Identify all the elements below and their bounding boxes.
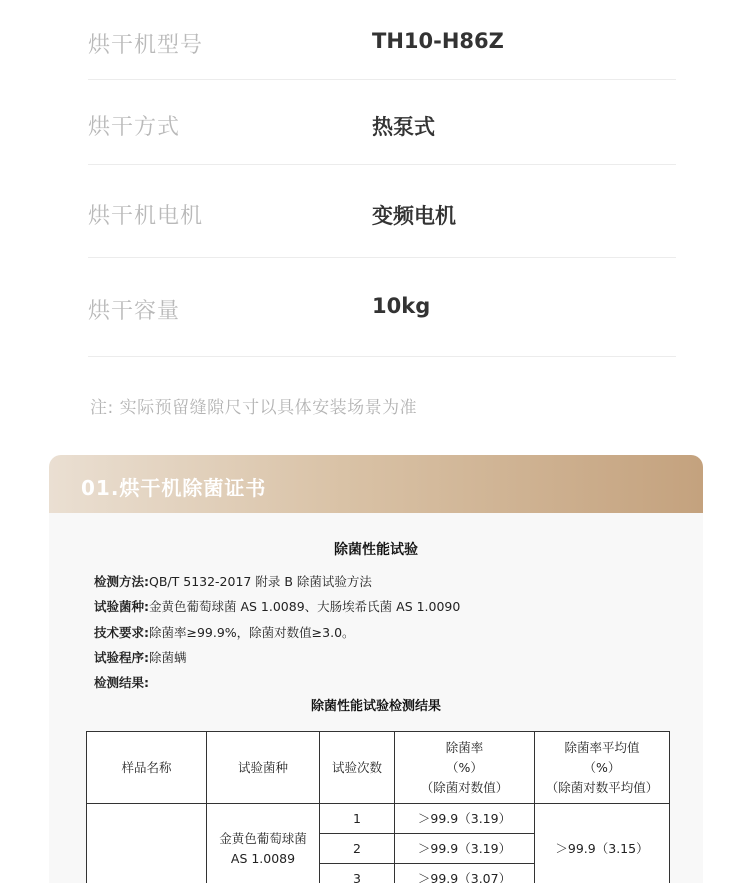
count-cell: 2 [320, 834, 395, 864]
rate-cell: ＞99.9（3.19） [395, 804, 535, 834]
spec-label: 烘干机电机 [88, 204, 204, 229]
procedure-value: 除菌螨 [149, 650, 187, 665]
header-rate-line1: 除菌率 [445, 739, 484, 755]
strain-label: 试验菌种: [94, 599, 149, 614]
strain-value: 金黄色葡萄球菌 AS 1.0089、大肠埃希氏菌 AS 1.0090 [149, 599, 461, 614]
result-label: 检测结果: [94, 675, 149, 690]
table-row [87, 804, 670, 834]
result-line [94, 673, 149, 691]
header-average [535, 732, 670, 804]
rate-cell: ＞99.9（3.07） [395, 864, 535, 883]
results-table [86, 731, 670, 883]
spec-label: 烘干方式 [88, 115, 181, 140]
header-rate-line3: （除菌对数值） [420, 779, 509, 795]
rate-cell: ＞99.9（3.19） [395, 834, 535, 864]
certificate-image [49, 513, 703, 883]
count-cell: 1 [320, 804, 395, 834]
strain-cell [207, 804, 320, 883]
spec-row-method [88, 80, 676, 165]
header-rate [395, 732, 535, 804]
install-note: 注: 实际预留缝隙尺寸以具体安装场景为准 [90, 398, 418, 418]
method-label: 检测方法: [94, 574, 149, 589]
spec-value: 热泵式 [372, 115, 435, 139]
table-header-row [87, 732, 670, 804]
requirement-line [94, 623, 355, 641]
spec-value: 变频电机 [372, 204, 456, 228]
method-line [94, 572, 372, 590]
method-value: QB/T 5132-2017 附录 B 除菌试验方法 [149, 574, 372, 589]
header-average-line2: （%） [583, 759, 621, 775]
strain-cell-line1: 金黄色葡萄球菌 [219, 830, 307, 846]
procedure-label: 试验程序: [94, 650, 149, 665]
requirement-label: 技术要求: [94, 625, 149, 640]
section-banner [49, 455, 703, 513]
requirement-value: 除菌率≥99.9%，除菌对数值≥3.0。 [149, 625, 355, 640]
header-average-line1: 除菌率平均值 [564, 739, 640, 755]
sample-cell [87, 804, 207, 883]
spec-value: TH10-H86Z [372, 29, 504, 53]
strain-line [94, 597, 460, 615]
average-cell: ＞99.9（3.15） [535, 804, 670, 883]
spec-label: 烘干机型号 [88, 33, 204, 58]
procedure-line [94, 648, 187, 666]
spec-row-model [88, 0, 676, 80]
strain-cell-line2: AS 1.0089 [230, 850, 296, 866]
certificate-title: 除菌性能试验 [334, 542, 418, 558]
section-title: 01.烘干机除菌证书 [81, 476, 267, 500]
spec-row-motor [88, 165, 676, 258]
header-strain: 试验菌种 [207, 732, 320, 804]
spec-value: 10kg [372, 294, 431, 318]
header-average-line3: （除菌对数平均值） [545, 779, 659, 795]
header-count: 试验次数 [320, 732, 395, 804]
results-table-title: 除菌性能试验检测结果 [310, 699, 441, 714]
count-cell: 3 [320, 864, 395, 883]
spec-label: 烘干容量 [88, 299, 181, 324]
spec-row-capacity [88, 258, 676, 357]
header-sample: 样品名称 [87, 732, 207, 804]
header-rate-line2: （%） [446, 759, 483, 775]
